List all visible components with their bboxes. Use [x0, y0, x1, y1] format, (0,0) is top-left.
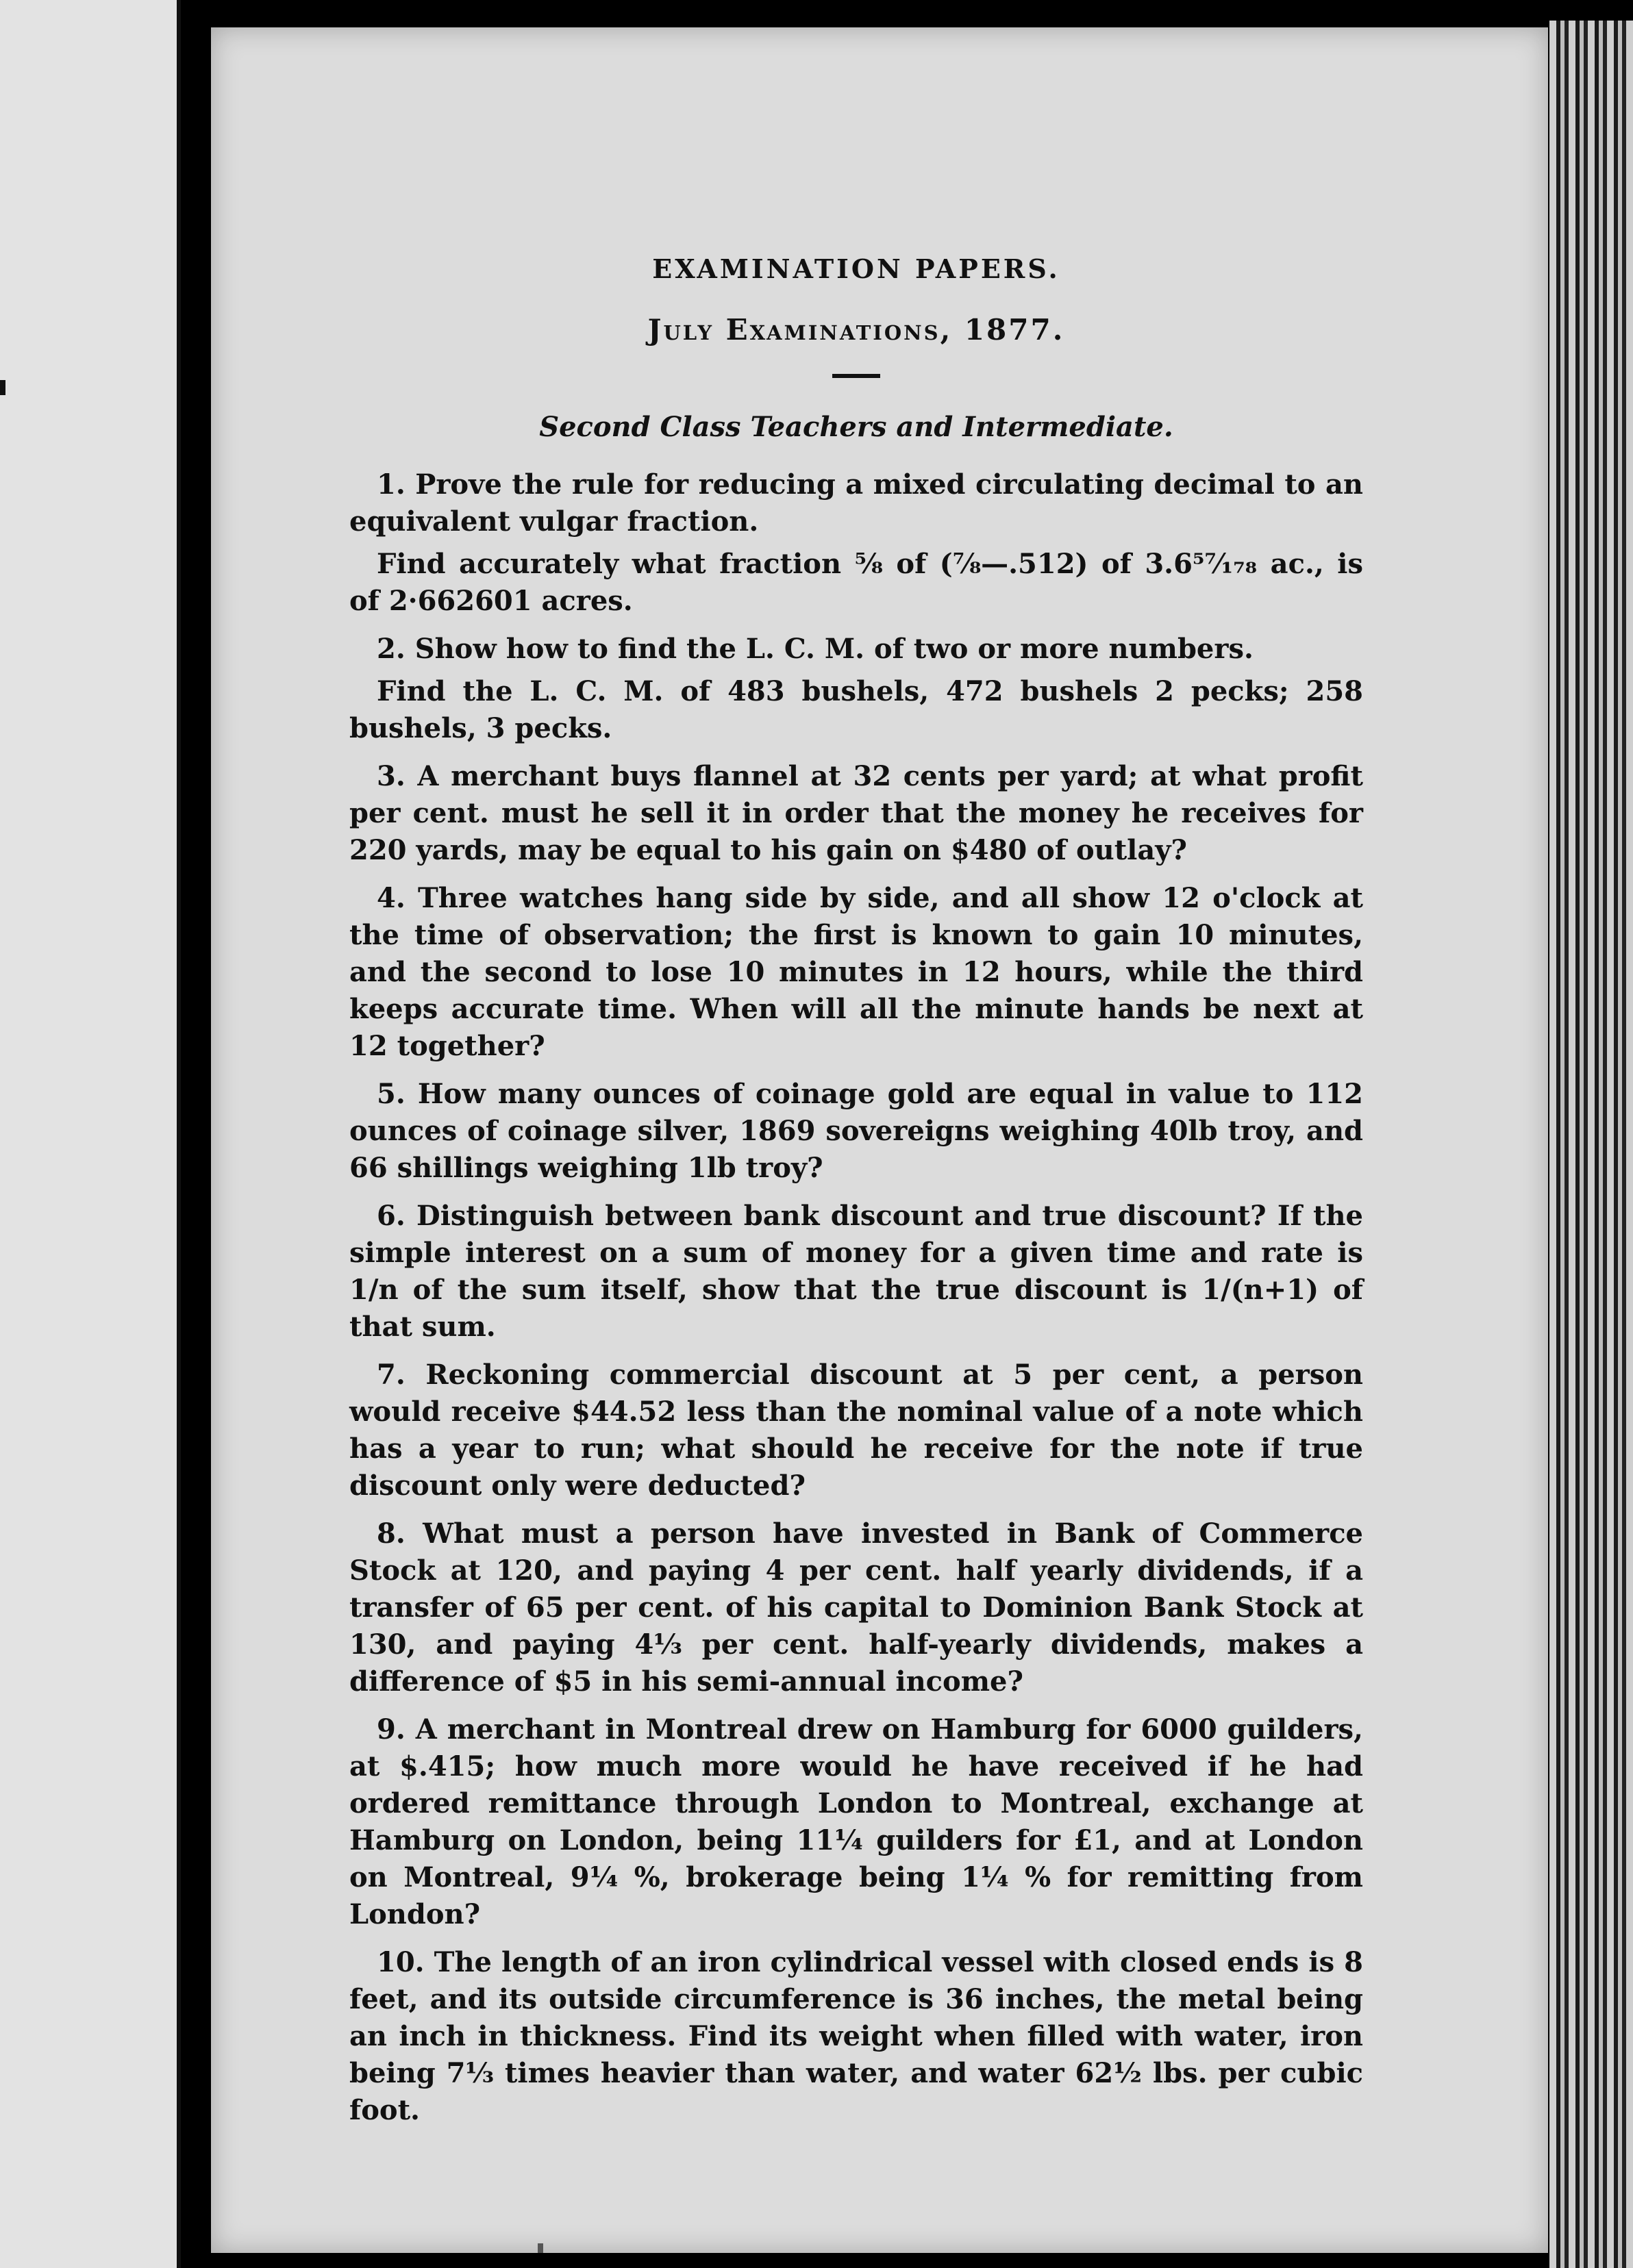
- question-10: [349, 1944, 1363, 2129]
- question-number: 6.: [377, 1200, 406, 1232]
- question-2-part: [349, 673, 1363, 747]
- question-number: 3.: [377, 760, 406, 792]
- question-6: [349, 1198, 1363, 1346]
- divider-rule: [832, 374, 880, 378]
- left-page-mark: [0, 380, 5, 395]
- question-number: 5.: [377, 1078, 406, 1110]
- question-1-part: [349, 546, 1363, 620]
- question-4: [349, 880, 1363, 1065]
- left-facing-page: [0, 0, 181, 2268]
- question-text: A merchant buys flannel at 32 cents per yard; at what profit per cent. must he sell it in order that the money he receives for 220 yards, may be equal to his gain on $480 of outlay?: [349, 760, 1363, 866]
- page-header: EXAMINATION PAPERS.: [652, 253, 1060, 284]
- question-number: 4.: [377, 882, 406, 914]
- book-page-edges: [1549, 21, 1633, 2268]
- question-5: [349, 1076, 1363, 1187]
- question-text: Find accurately what fraction ⅝ of (⅞—.512) of 3.6⁵⁷⁄₁₇₈ ac., is of 2·662601 acres.: [349, 548, 1363, 617]
- page-content: [349, 253, 1363, 2140]
- question-number: 7.: [377, 1359, 406, 1391]
- question-number: 8.: [377, 1517, 406, 1550]
- question-text: Reckoning commercial discount at 5 per cent, a person would receive $44.52 less than the nominal value of a note which has a year to run; what should he receive for the note if true discount only were deducted?: [349, 1359, 1363, 1502]
- exam-title: July Examinations, 1877.: [647, 313, 1065, 346]
- question-3: [349, 758, 1363, 869]
- question-text: Show how to find the L. C. M. of two or more numbers.: [414, 633, 1254, 665]
- question-text: Distinguish between bank discount and true discount? If the simple interest on a sum of money for a given time and rate is 1/n of the sum itself, show that the true discount is 1/(n+1) of that sum.: [349, 1200, 1363, 1343]
- question-8: [349, 1515, 1363, 1700]
- question-text: A merchant in Montreal drew on Hamburg for 6000 guilders, at $.415; how much more would he have received if he had ordered remittance through London to Montreal, exchange at Hamburg on London, being 11¼ guilders for £1, and at London on Montreal, 9¼ %, brokerage being 1¼ % for remitting from London?: [349, 1713, 1363, 1930]
- question-number: 1.: [377, 468, 406, 501]
- question-1: [349, 466, 1363, 540]
- question-text: Find the L. C. M. of 483 bushels, 472 bushels 2 pecks; 258 bushels, 3 pecks.: [349, 675, 1363, 744]
- question-number: 10.: [377, 1946, 425, 1978]
- section-title: Second Class Teachers and Intermediate.: [539, 411, 1173, 443]
- question-text: Three watches hang side by side, and all show 12 o'clock at the time of observation; the first is known to gain 10 minutes, and the second to lose 10 minutes in 12 hours, while the third keeps accurate time. When will all the minute hands be next at 12 together?: [349, 882, 1363, 1062]
- question-number: 2.: [377, 633, 406, 665]
- question-text: Prove the rule for reducing a mixed circulating decimal to an equivalent vulgar fraction.: [349, 468, 1363, 538]
- question-text: What must a person have invested in Bank of Commerce Stock at 120, and paying 4 per cent. half yearly dividends, if a transfer of 65 per cent. of his capital to Dominion Bank Stock at 130, and paying 4⅓ per cent. half-yearly dividends, makes a difference of $5 in his semi-annual income?: [349, 1517, 1363, 1698]
- question-text: The length of an iron cylindrical vessel with closed ends is 8 feet, and its outside circumference is 36 inches, the metal being an inch in thickness. Find its weight when filled with water, iron being 7⅓ times heavier than water, and water 62½ lbs. per cubic foot.: [349, 1946, 1363, 2126]
- question-9: [349, 1711, 1363, 1933]
- question-2: [349, 631, 1363, 668]
- question-number: 9.: [377, 1713, 406, 1746]
- question-text: How many ounces of coinage gold are equal in value to 112 ounces of coinage silver, 1869 sovereigns weighing 40lb troy, and 66 shillings weighing 1lb troy?: [349, 1078, 1363, 1184]
- scan-speck: [538, 2243, 543, 2253]
- question-7: [349, 1357, 1363, 1504]
